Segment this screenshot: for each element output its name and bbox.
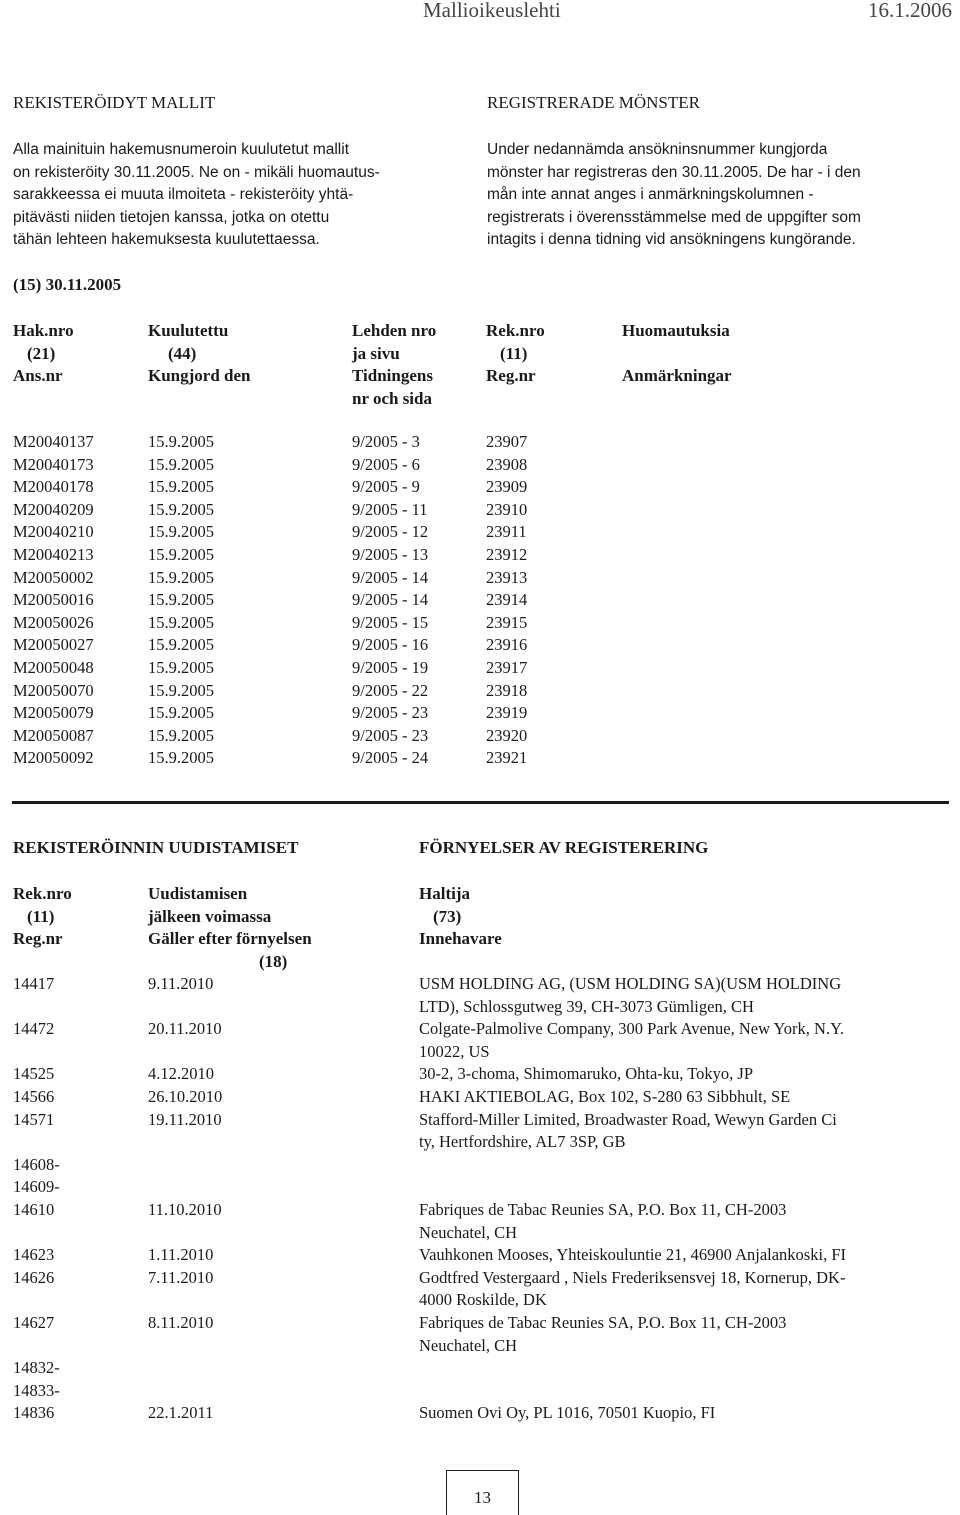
published-date: 15.9.2005 bbox=[148, 545, 214, 564]
intro-line: pitävästi niiden tietojen kanssa, jotka on otettu bbox=[13, 208, 330, 226]
holder-line: Fabriques de Tabac Reunies SA, P.O. Box 11, CH-2003 bbox=[419, 1200, 787, 1219]
col-header-issue-page bbox=[352, 320, 436, 410]
holder-line: Stafford-Miller Limited, Broadwaster Road, Wewyn Garden Ci bbox=[419, 1109, 837, 1129]
registration-number: 14417 bbox=[13, 974, 55, 993]
holder-line: Neuchatel, CH bbox=[419, 1222, 518, 1242]
holder-line: 10022, US bbox=[419, 1041, 490, 1061]
table-row bbox=[0, 703, 960, 725]
application-number: M20050002 bbox=[13, 567, 94, 587]
swedish-section-title: REGISTRERADE MÖNSTER bbox=[487, 93, 700, 112]
valid-until: 22.1.2011 bbox=[148, 1403, 214, 1423]
valid-until: 9.11.2010 bbox=[148, 974, 214, 993]
renewal-col-header-registration bbox=[13, 883, 72, 951]
renewal-col-header-valid bbox=[148, 883, 312, 973]
published-date: 15.9.2005 bbox=[148, 612, 214, 632]
table-row bbox=[0, 726, 960, 748]
issue-page: 9/2005 - 14 bbox=[352, 590, 429, 610]
registration-number: 23920 bbox=[486, 725, 528, 745]
registration-number: 14627 bbox=[13, 1313, 55, 1332]
issue-page: 9/2005 - 22 bbox=[352, 680, 429, 700]
holder-line: Neuchatel, CH bbox=[419, 1335, 518, 1355]
renewal-row bbox=[0, 1109, 960, 1152]
header-date: 16.1.2006 bbox=[868, 0, 952, 22]
renewal-row bbox=[0, 1064, 960, 1086]
registration-number: 23921 bbox=[486, 748, 528, 768]
renewal-row bbox=[0, 1087, 960, 1109]
application-number: M20040209 bbox=[13, 499, 94, 519]
application-number: M20050016 bbox=[13, 590, 94, 610]
header-line: Uudistamisen bbox=[148, 884, 248, 903]
registration-number: 23908 bbox=[486, 454, 528, 474]
table-row bbox=[0, 545, 960, 567]
application-number: M20050070 bbox=[13, 680, 94, 700]
renewal-row bbox=[0, 1155, 960, 1177]
valid-until: 7.11.2010 bbox=[148, 1267, 214, 1287]
issue-page: 9/2005 - 3 bbox=[352, 432, 420, 451]
application-number: M20040213 bbox=[13, 545, 94, 564]
table-row bbox=[0, 500, 960, 522]
registration-number: 23911 bbox=[486, 522, 527, 542]
table-row bbox=[0, 432, 960, 454]
header-line: Reg.nr bbox=[486, 366, 536, 385]
published-date: 15.9.2005 bbox=[148, 477, 214, 497]
table-row bbox=[0, 613, 960, 635]
intro-line: mönster har registreras den 30.11.2005. De har - i den bbox=[487, 163, 861, 181]
table-row bbox=[0, 522, 960, 544]
registration-number: 23912 bbox=[486, 545, 528, 564]
section-divider bbox=[12, 801, 949, 804]
registration-number: 14832- bbox=[13, 1358, 60, 1378]
issue-page: 9/2005 - 19 bbox=[352, 658, 429, 677]
published-date: 15.9.2005 bbox=[148, 522, 214, 542]
renewals-title-sv: FÖRNYELSER AV REGISTERERING bbox=[419, 838, 709, 857]
valid-until: 4.12.2010 bbox=[148, 1064, 214, 1084]
table-row bbox=[0, 635, 960, 657]
header-line: Ans.nr bbox=[13, 366, 63, 385]
page-number: 13 bbox=[474, 1488, 491, 1507]
holder-line: Suomen Ovi Oy, PL 1016, 70501 Kuopio, FI bbox=[419, 1403, 716, 1423]
header-line: Rek.nro bbox=[486, 321, 545, 340]
col-header-remarks bbox=[622, 320, 732, 388]
header-line: nr och sida bbox=[352, 388, 432, 408]
publication-title: Mallioikeuslehti bbox=[423, 0, 561, 22]
application-number: M20050087 bbox=[13, 725, 94, 745]
issue-page: 9/2005 - 9 bbox=[352, 477, 420, 497]
issue-page: 9/2005 - 13 bbox=[352, 545, 429, 564]
application-number: M20040137 bbox=[13, 432, 94, 451]
renewal-row bbox=[0, 1358, 960, 1380]
holder-line: Fabriques de Tabac Reunies SA, P.O. Box 11, CH-2003 bbox=[419, 1313, 787, 1332]
registration-number: 23916 bbox=[486, 635, 528, 655]
renewal-row bbox=[0, 1200, 960, 1242]
header-line: (11) bbox=[500, 343, 528, 363]
table-row bbox=[0, 477, 960, 499]
published-date: 15.9.2005 bbox=[148, 567, 214, 587]
holder-line: Godtfred Vestergaard , Niels Frederiksensvej 18, Kornerup, DK- bbox=[419, 1267, 846, 1287]
registration-number: 23907 bbox=[486, 432, 528, 451]
header-line: (44) bbox=[168, 343, 197, 363]
application-number: M20050079 bbox=[13, 703, 94, 723]
header-line: (11) bbox=[27, 906, 55, 926]
finnish-intro-text bbox=[13, 139, 453, 252]
header-line: ja sivu bbox=[352, 343, 400, 363]
renewal-row bbox=[0, 1019, 960, 1061]
table-row bbox=[0, 455, 960, 477]
header-line: Kungjord den bbox=[148, 366, 251, 385]
swedish-intro-text bbox=[487, 139, 947, 252]
table-row bbox=[0, 658, 960, 680]
issue-page: 9/2005 - 6 bbox=[352, 454, 420, 474]
section-date: (15) 30.11.2005 bbox=[13, 275, 122, 294]
holder-line: HAKI AKTIEBOLAG, Box 102, S-280 63 Sibbhult, SE bbox=[419, 1087, 791, 1106]
registration-number: 23909 bbox=[486, 477, 528, 497]
application-number: M20040210 bbox=[13, 522, 94, 542]
application-number: M20050026 bbox=[13, 612, 94, 632]
header-line: Huomautuksia bbox=[622, 321, 730, 340]
registration-number: 23917 bbox=[486, 658, 528, 677]
col-header-registration-number bbox=[486, 320, 545, 388]
header-line: Innehavare bbox=[419, 929, 502, 948]
header-line: Kuulutettu bbox=[148, 321, 229, 340]
intro-line: on rekisteröity 30.11.2005. Ne on - mikäli huomautus- bbox=[13, 163, 380, 181]
header-line: Gäller efter förnyelsen bbox=[148, 929, 312, 948]
issue-page: 9/2005 - 23 bbox=[352, 703, 429, 723]
intro-line: registrerats i överensstämmelse med de uppgifter som bbox=[487, 208, 861, 226]
valid-until: 26.10.2010 bbox=[148, 1087, 223, 1106]
registration-number: 23915 bbox=[486, 612, 528, 632]
renewal-row bbox=[0, 1245, 960, 1267]
renewal-col-header-holder bbox=[419, 883, 502, 951]
registration-number: 14571 bbox=[13, 1109, 55, 1129]
application-number: M20050027 bbox=[13, 635, 94, 655]
renewal-row bbox=[0, 974, 960, 1016]
registration-number: 14566 bbox=[13, 1087, 55, 1106]
renewals-title-fi: REKISTERÖINNIN UUDISTAMISET bbox=[13, 838, 299, 857]
holder-line: Colgate-Palmolive Company, 300 Park Avenue, New York, N.Y. bbox=[419, 1019, 844, 1039]
intro-line: mån inte annat anges i anmärkningskolumnen - bbox=[487, 186, 814, 203]
holder-line: 30-2, 3-choma, Shimomaruko, Ohta-ku, Tokyo, JP bbox=[419, 1064, 754, 1084]
valid-until: 11.10.2010 bbox=[148, 1200, 222, 1219]
application-number: M20040178 bbox=[13, 477, 94, 497]
application-number: M20050048 bbox=[13, 658, 94, 677]
registration-number: 23913 bbox=[486, 567, 528, 587]
registration-number: 14626 bbox=[13, 1267, 55, 1287]
registration-number: 14833- bbox=[13, 1380, 60, 1400]
renewal-row bbox=[0, 1403, 960, 1425]
header-line bbox=[622, 343, 732, 366]
published-date: 15.9.2005 bbox=[148, 725, 214, 745]
issue-page: 9/2005 - 23 bbox=[352, 725, 429, 745]
issue-page: 9/2005 - 14 bbox=[352, 567, 429, 587]
finnish-section-title: REKISTERÖIDYT MALLIT bbox=[13, 93, 216, 112]
holder-line: ty, Hertfordshire, AL7 3SP, GB bbox=[419, 1132, 626, 1152]
header-line: (18) bbox=[259, 951, 288, 971]
renewal-row bbox=[0, 1381, 960, 1403]
registration-number: 14609- bbox=[13, 1177, 60, 1197]
registration-number: 14623 bbox=[13, 1245, 55, 1265]
registration-number: 14525 bbox=[13, 1064, 55, 1084]
holder-line: Vauhkonen Mooses, Yhteiskouluntie 21, 46900 Anjalankoski, FI bbox=[419, 1245, 846, 1265]
issue-page: 9/2005 - 16 bbox=[352, 635, 429, 655]
published-date: 15.9.2005 bbox=[148, 748, 214, 768]
issue-page: 9/2005 - 24 bbox=[352, 748, 429, 768]
holder-line: 4000 Roskilde, DK bbox=[419, 1290, 547, 1310]
header-line: Tidningens bbox=[352, 366, 433, 385]
published-date: 15.9.2005 bbox=[148, 703, 214, 723]
registration-number: 14608- bbox=[13, 1154, 60, 1174]
issue-page: 9/2005 - 15 bbox=[352, 612, 429, 632]
application-number: M20040173 bbox=[13, 454, 94, 474]
renewal-row bbox=[0, 1267, 960, 1310]
registration-number: 23918 bbox=[486, 680, 528, 700]
renewal-row bbox=[0, 1313, 960, 1355]
intro-line: Under nedannämda ansökninsnummer kungjorda bbox=[487, 141, 828, 158]
registration-number: 14472 bbox=[13, 1019, 55, 1039]
table-row bbox=[0, 590, 960, 612]
header-line: Haltija bbox=[419, 884, 470, 903]
published-date: 15.9.2005 bbox=[148, 590, 214, 610]
application-number: M20050092 bbox=[13, 748, 94, 768]
table-row bbox=[0, 568, 960, 590]
header-line: (73) bbox=[433, 906, 462, 926]
header-line: jälkeen voimassa bbox=[148, 906, 272, 926]
valid-until: 19.11.2010 bbox=[148, 1109, 222, 1129]
published-date: 15.9.2005 bbox=[148, 499, 214, 519]
header-line: Hak.nro bbox=[13, 321, 74, 340]
published-date: 15.9.2005 bbox=[148, 635, 214, 655]
published-date: 15.9.2005 bbox=[148, 680, 214, 700]
registration-number: 14610 bbox=[13, 1200, 55, 1219]
intro-line: Alla mainituin hakemusnumeroin kuulutetut mallit bbox=[13, 141, 349, 158]
published-date: 15.9.2005 bbox=[148, 658, 214, 677]
issue-page: 9/2005 - 11 bbox=[352, 499, 428, 519]
table-row bbox=[0, 748, 960, 770]
published-date: 15.9.2005 bbox=[148, 454, 214, 474]
col-header-published bbox=[148, 320, 251, 388]
col-header-application-number bbox=[13, 320, 74, 388]
issue-page: 9/2005 - 12 bbox=[352, 522, 429, 542]
header-line: Rek.nro bbox=[13, 884, 72, 903]
valid-until: 20.11.2010 bbox=[148, 1019, 222, 1039]
header-line: Anmärkningar bbox=[622, 366, 732, 385]
valid-until: 8.11.2010 bbox=[148, 1313, 214, 1332]
registration-number: 23910 bbox=[486, 499, 528, 519]
registration-number: 14836 bbox=[13, 1403, 55, 1423]
header-line: Lehden nro bbox=[352, 321, 437, 340]
table-row bbox=[0, 681, 960, 703]
renewal-row bbox=[0, 1177, 960, 1199]
holder-line: LTD), Schlossgutweg 39, CH-3073 Gümligen, CH bbox=[419, 996, 754, 1016]
intro-line: sarakkeessa ei muuta ilmoiteta - rekisteröity yhtä- bbox=[13, 186, 354, 203]
valid-until: 1.11.2010 bbox=[148, 1245, 214, 1265]
intro-line: tähän lehteen hakemuksesta kuulutettaessa. bbox=[13, 231, 320, 248]
registration-number: 23919 bbox=[486, 703, 528, 723]
intro-line: intagits i denna tidning vid ansökningens kungörande. bbox=[487, 231, 856, 248]
header-line: (21) bbox=[27, 343, 56, 363]
published-date: 15.9.2005 bbox=[148, 432, 214, 451]
registration-number: 23914 bbox=[486, 590, 528, 610]
holder-line: USM HOLDING AG, (USM HOLDING SA)(USM HOLDING bbox=[419, 974, 842, 993]
header-line: Reg.nr bbox=[13, 929, 63, 948]
